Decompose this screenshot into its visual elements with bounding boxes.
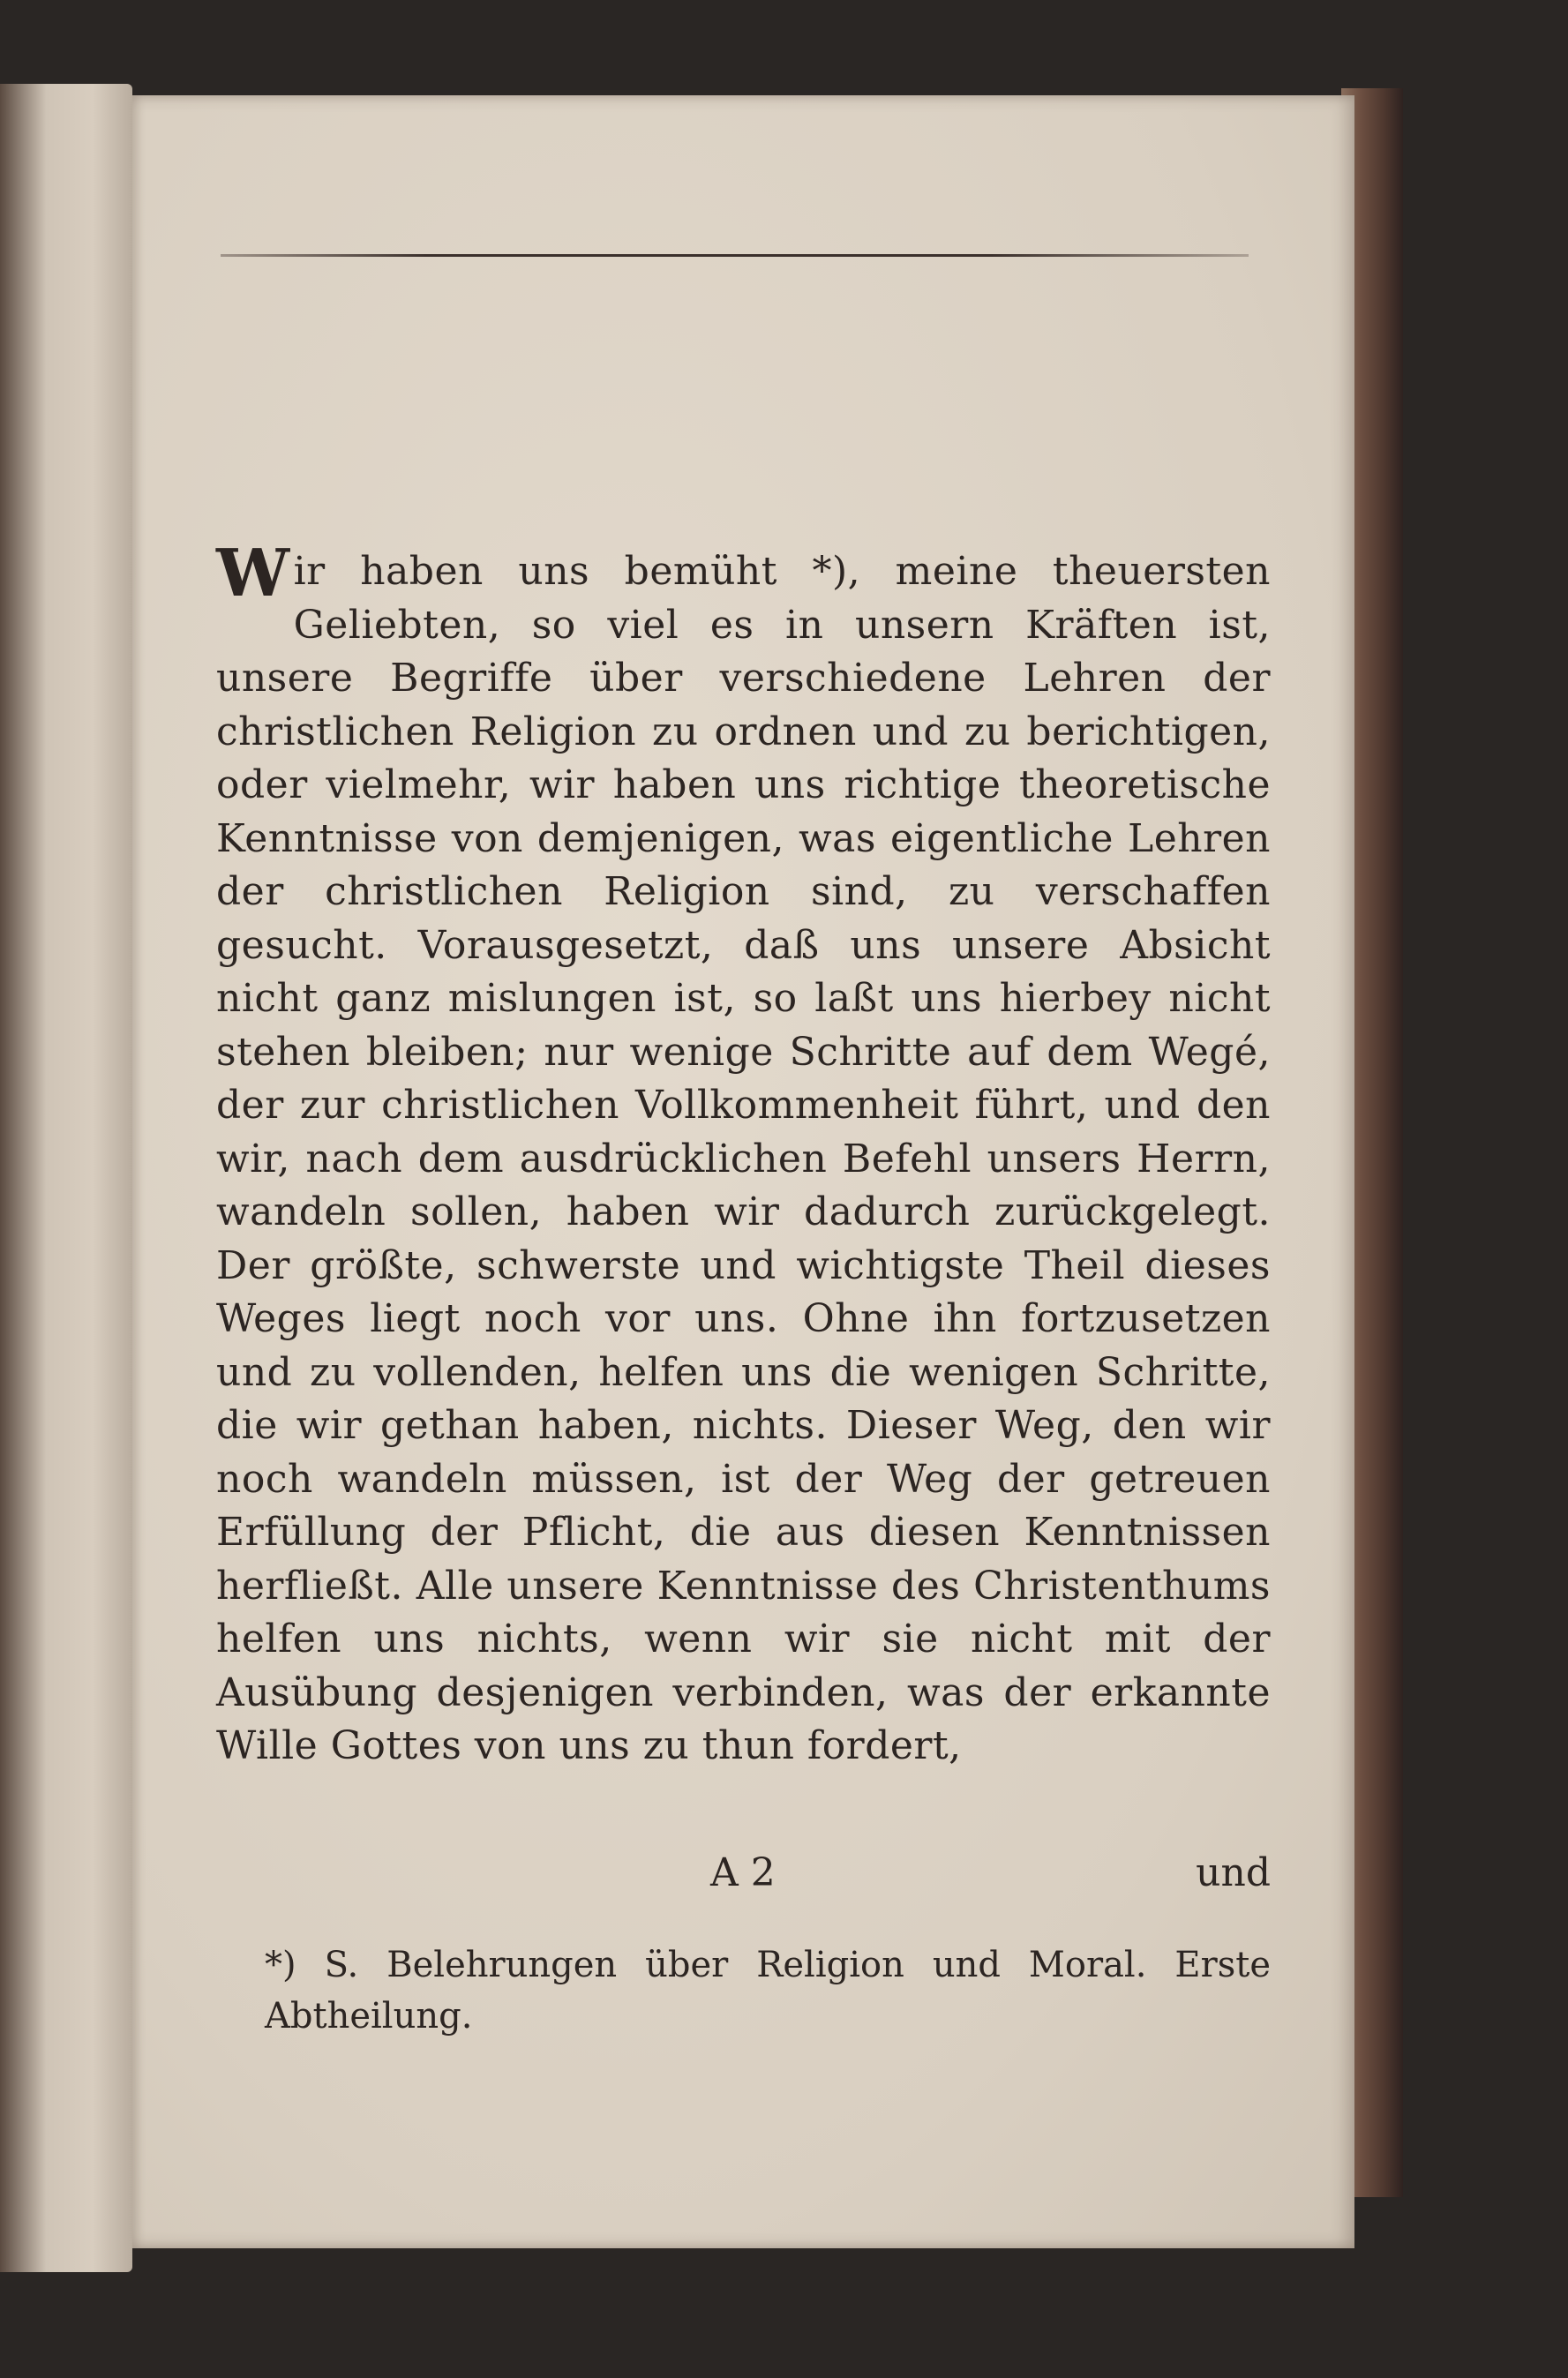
book-page: [132, 95, 1354, 2248]
drop-cap: W: [216, 536, 290, 611]
header-rule: [221, 254, 1249, 257]
signature-mark: A 2: [710, 1850, 776, 1895]
footnote: *) S. Belehrungen über Religion und Moral. Erste Abtheilung.: [265, 1945, 1271, 2037]
signature-line: [216, 1847, 1271, 1900]
body-text: [216, 536, 1271, 1774]
left-page-edge: [0, 84, 132, 2272]
catchword: und: [1196, 1850, 1271, 1895]
body-paragraph: ir haben uns bemüht *), meine theuersten Geliebten, so viel es in unsern Kräften ist, unsere Begriffe über verschiedene Lehren der christlichen Religion zu ordnen und zu berichtigen, oder vielmehr, wir haben uns richtige theoretische Kenntnisse von demjenigen, was eigentliche Lehren der christlichen Religion sind, zu verschaffen gesucht. Vorausgesetzt, daß uns unsere Absicht nicht ganz mislungen ist, so laßt uns hierbey nicht stehen bleiben; nur wenige Schritte auf dem Wegé, der zur christlichen Vollkommenheit führt, und den wir, nach dem ausdrücklichen Befehl unsers Herrn, wandeln sollen, haben wir dadurch zurückgelegt. Der größte, schwerste und wichtigste Theil dieses Weges liegt noch vor uns. Ohne ihn fortzusetzen und zu vollenden, helfen uns die wenigen Schritte, die wir gethan haben, nichts. Dieser Weg, den wir noch wandeln müssen, ist der Weg der getreuen Erfüllung der Pflicht, die aus diesen Kenntnissen herfließt. Alle unsere Kenntnisse des Christenthums helfen uns nichts, wenn wir sie nicht mit der Ausübung desjenigen verbinden, was der erkannte Wille Gottes von uns zu thun fordert,: [216, 549, 1271, 1768]
